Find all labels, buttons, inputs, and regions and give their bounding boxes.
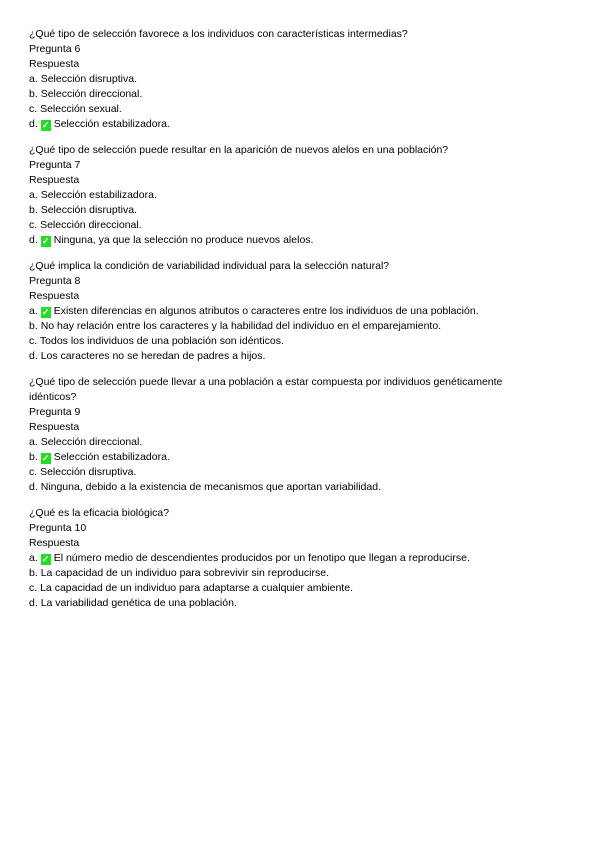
option-letter: a. [29,552,38,564]
option-letter: a. [29,305,38,317]
option-text: La capacidad de un individuo para sobrevivir sin reproducirse. [40,567,330,579]
option-letter: c. [29,466,38,478]
answer-option [29,349,574,364]
question-block [29,259,574,364]
question-number: Pregunta 8 [29,275,81,287]
question-number: Pregunta 9 [29,406,81,418]
answer-option [29,188,574,203]
option-letter: c. [29,219,38,231]
answer-option-correct [29,450,574,465]
option-letter: d. [29,234,38,246]
checkmark-icon: ✓ [41,120,50,130]
option-letter: a. [29,436,38,448]
question-text: ¿Qué tipo de selección puede llevar a una población a estar compuesta por individuos genéticamente idénticos? [29,376,503,403]
option-letter: b. [29,567,38,579]
answer-option-correct [29,233,574,248]
option-text: Ninguna, ya que la selección no produce nuevos alelos. [53,234,314,246]
answer-option [29,480,574,495]
option-text: Los caracteres no se heredan de padres a hijos. [40,350,266,362]
question-text: ¿Qué es la eficacia biológica? [29,507,170,519]
answer-label: Respuesta [29,421,80,433]
answer-option [29,319,574,334]
answer-option-correct [29,551,574,566]
question-text: ¿Qué tipo de selección favorece a los individuos con características intermedias? [29,28,408,40]
checkmark-icon: ✓ [41,307,50,317]
option-text: Selección estabilizadora. [53,451,170,463]
option-letter: a. [29,73,38,85]
answer-option [29,581,574,596]
question-block [29,27,574,132]
option-text: Ninguna, debido a la existencia de mecanismos que aportan variabilidad. [40,481,381,493]
question-number: Pregunta 10 [29,522,87,534]
question-block [29,506,574,611]
answer-option [29,203,574,218]
answer-option [29,465,574,480]
answer-option-correct [29,304,574,319]
question-number: Pregunta 6 [29,43,81,55]
option-text: La capacidad de un individuo para adaptarse a cualquier ambiente. [40,582,353,594]
option-text: Selección estabilizadora. [53,118,170,130]
option-letter: a. [29,189,38,201]
option-text: Selección disruptiva. [40,204,137,216]
option-text: La variabilidad genética de una población. [40,597,237,609]
answer-option [29,596,574,611]
answer-option [29,218,574,233]
option-text: Existen diferencias en algunos atributos o caracteres entre los individuos de una población. [53,305,479,317]
answer-label: Respuesta [29,290,80,302]
answer-label: Respuesta [29,58,80,70]
option-text: Selección sexual. [40,103,122,115]
option-letter: d. [29,481,38,493]
checkmark-icon: ✓ [41,554,50,564]
answer-option [29,102,574,117]
question-text: ¿Qué implica la condición de variabilidad individual para la selección natural? [29,260,390,272]
option-letter: c. [29,582,38,594]
answer-label: Respuesta [29,537,80,549]
question-block [29,375,574,495]
answer-option [29,435,574,450]
option-letter: d. [29,597,38,609]
question-number: Pregunta 7 [29,159,81,171]
answer-option-correct [29,117,574,132]
option-text: No hay relación entre los caracteres y la habilidad del individuo en el emparejamiento. [40,320,442,332]
option-letter: c. [29,103,38,115]
option-letter: b. [29,320,38,332]
option-letter: d. [29,118,38,130]
answer-label: Respuesta [29,174,80,186]
option-letter: d. [29,350,38,362]
quiz-page [29,27,574,622]
option-text: Selección estabilizadora. [40,189,157,201]
option-text: Selección direccional. [40,219,142,231]
option-letter: b. [29,88,38,100]
option-text: Selección direccional. [40,88,143,100]
checkmark-icon: ✓ [41,236,50,246]
checkmark-icon: ✓ [41,453,50,463]
option-letter: c. [29,335,38,347]
option-letter: b. [29,451,38,463]
option-letter: b. [29,204,38,216]
question-block [29,143,574,248]
option-text: Selección direccional. [40,436,143,448]
question-text: ¿Qué tipo de selección puede resultar en la aparición de nuevos alelos en una población? [29,144,449,156]
answer-option [29,87,574,102]
option-text: Todos los individuos de una población son idénticos. [39,335,284,347]
option-text: Selección disruptiva. [40,73,137,85]
option-text: El número medio de descendientes producidos por un fenotipo que llegan a reproducirse. [53,552,470,564]
answer-option [29,72,574,87]
answer-option [29,334,574,349]
answer-option [29,566,574,581]
option-text: Selección disruptiva. [40,466,137,478]
